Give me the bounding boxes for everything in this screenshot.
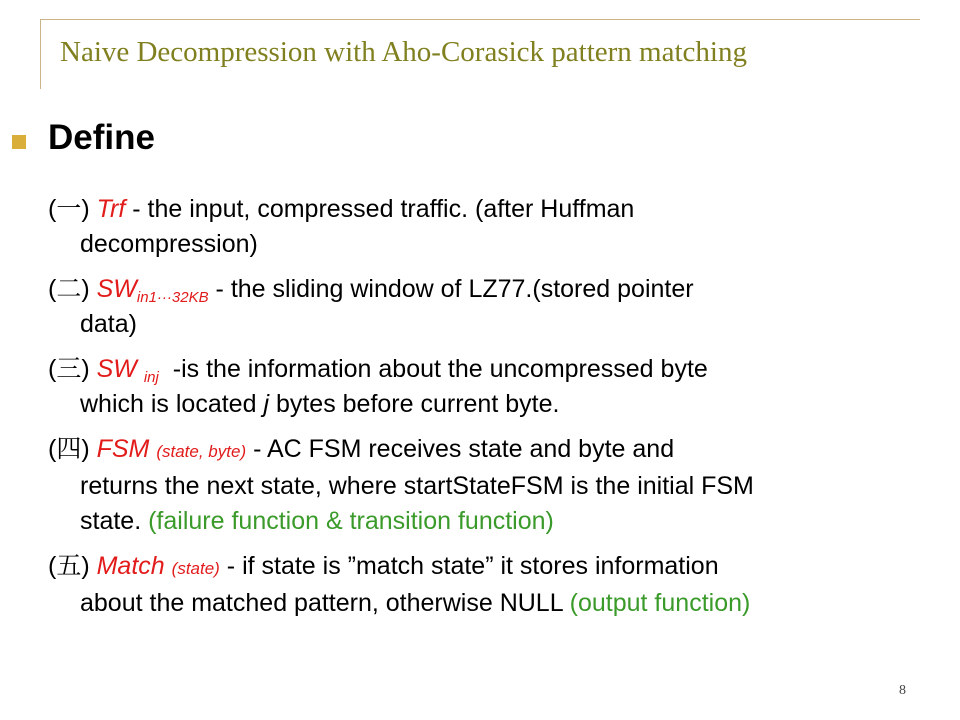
item-term: Trf [96,195,126,223]
item-term-subscript: inj [143,369,159,386]
item-marker: (二) [48,275,90,303]
item-note: (failure function & transition function) [148,507,554,535]
item-term-args: (state) [171,559,220,578]
item-text: -is the information about the uncompressed byte [172,355,708,383]
definition-item-match [48,549,952,621]
item-text-cont-2: bytes before current byte. [269,390,560,418]
definition-item-fsm [48,432,952,539]
item-text-cont: which is located [80,390,264,418]
item-text-cont: decompression) [80,230,258,258]
item-term: SW $_{inj}$ [96,355,159,386]
item-text: - if state is ”match state” it stores information [226,552,719,580]
item-term: Match [96,552,165,580]
item-marker: (三) [48,355,90,383]
definition-list [48,192,952,631]
item-text: - AC FSM receives state and byte and [253,435,675,463]
item-text-cont-2: state. [80,507,142,535]
item-text-cont: returns the next state, where startStateFSM is the initial FSM [80,472,754,500]
item-marker: (四) [48,435,90,463]
item-text-cont: data) [80,310,137,338]
slide-title: Naive Decompression with Aho-Corasick pattern matching [60,36,747,68]
item-text: - the input, compressed traffic. (after Huffman [132,195,635,223]
title-frame-left-line [40,19,41,89]
item-term: FSM [96,435,150,463]
definition-item-sw-inj [48,352,952,422]
title-frame-top-line [40,19,920,20]
item-text-cont: about the matched pattern, otherwise NULL [80,589,563,617]
item-term-subscript: in1···32KB [136,289,209,306]
item-marker: (一) [48,195,90,223]
square-bullet-icon [12,135,26,149]
item-note: (output function) [569,589,751,617]
item-term-args: (state, byte) [156,442,247,461]
definition-item-sw-window [48,272,952,342]
definition-item-trf [48,192,952,262]
bullet-heading: Define [48,118,155,157]
item-term: $SW_{in1\cdot\cdot\cdot 32KB}$ [96,275,209,306]
item-text-italic: j [263,390,269,418]
item-marker: (五) [48,552,90,580]
item-text: - the sliding window of LZ77.(stored pointer [215,275,694,303]
page-number: 8 [899,683,906,698]
